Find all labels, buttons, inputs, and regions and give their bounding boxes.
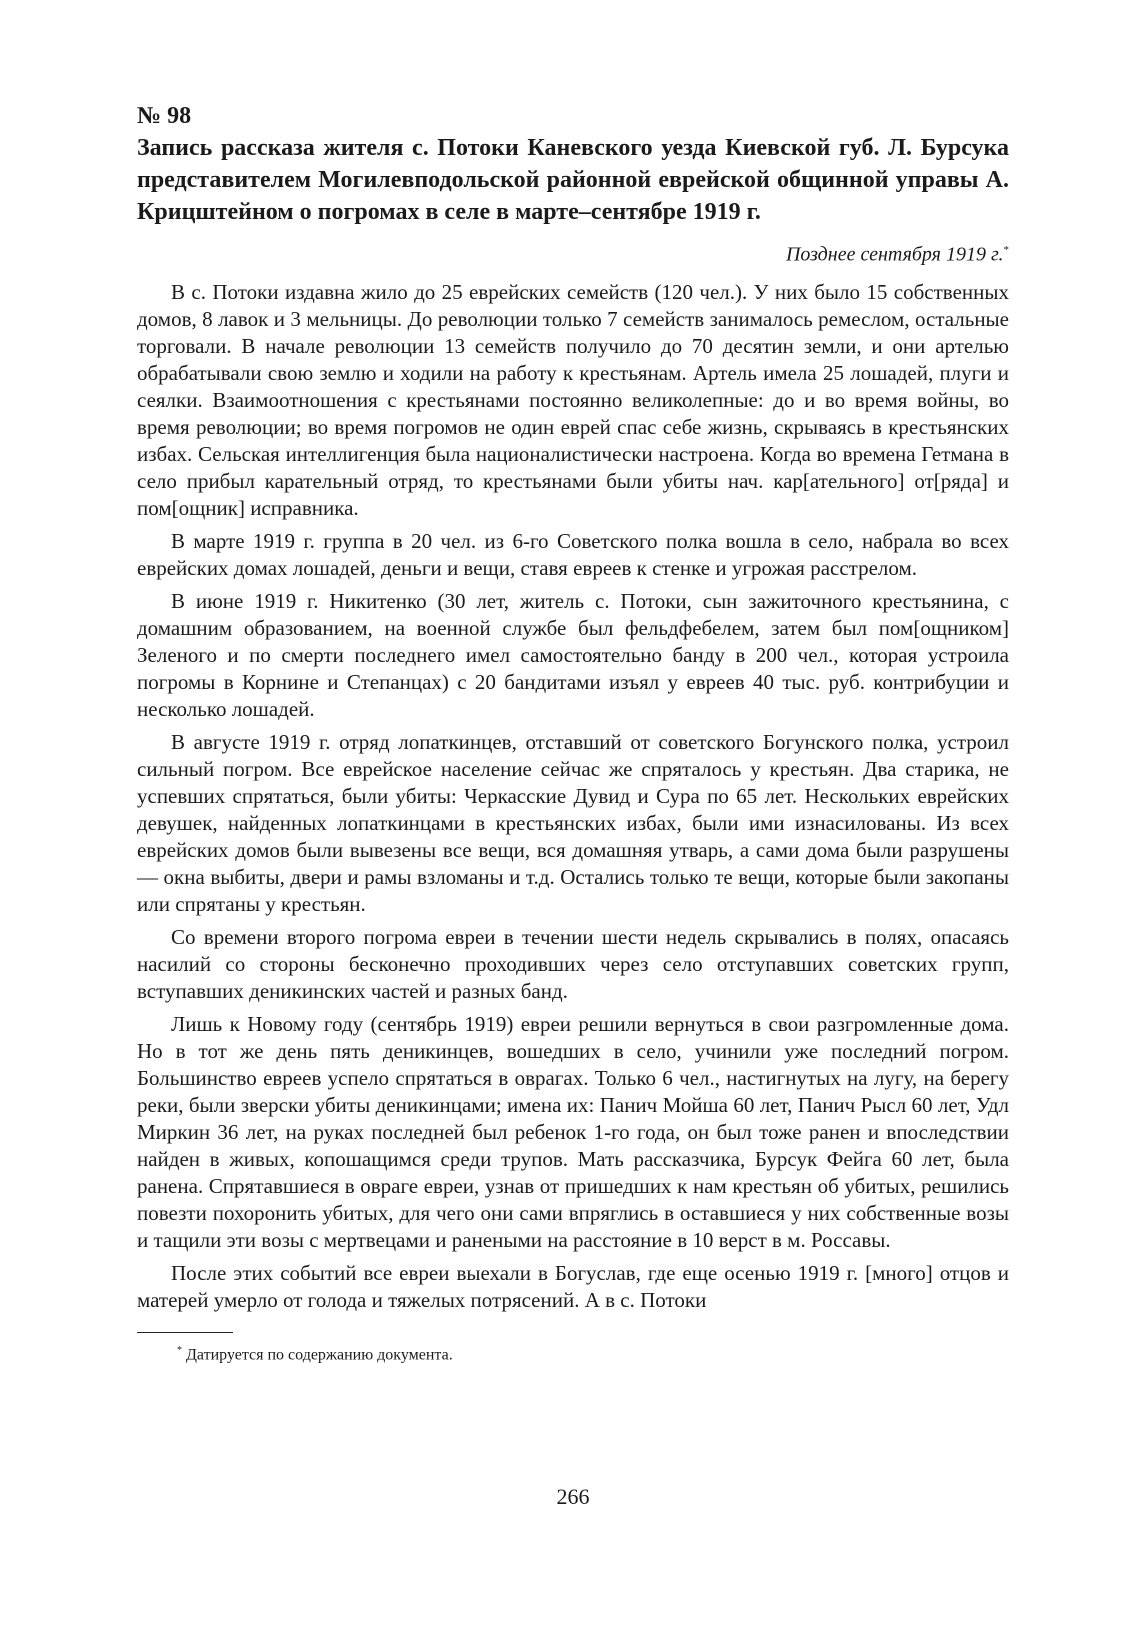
paragraph-2: В марте 1919 г. группа в 20 чел. из 6-го Советского полка вошла в село, набрала во всех еврейских домах лошадей, деньги и вещи, ставя евреев к стенке и угрожая расстрелом. (137, 528, 1009, 580)
paragraph-1: В с. Потоки издавна жило до 25 еврейских семейств (120 чел.). У них было 15 собственных домов, 8 лавок и 3 мельницы. До революции только 7 семейств занималось ремеслом, остальные торговали. В начале революции 13 семейств получило до 70 десятин земли, и они артелью обрабатывали свою землю и ходили на работу к крестьянам. Артель имела 25 лошадей, плуги и сеялки. Взаимоотношения с крестьянами постоянно великолепные: до и во время войны, во время революции; во время погромов не один еврей спас себе жизнь, скрываясь в крестьянских избах. Сельская интеллигенция была националистически настроена. Когда во времена Гетмана в село прибыл карательный отряд, то крестьянами были убиты нач. кар[ательного] от[ряда] и пом[ощник] исправника. (137, 279, 1009, 520)
paragraph-5: Со времени второго погрома евреи в течении шести недель скрывались в полях, опасаясь насилий со стороны бесконечно проходивших через село отступавших советских групп, вступавших деникинских частей и разных банд. (137, 924, 1009, 1003)
footnote (177, 1340, 1009, 1366)
paragraph-6: Лишь к Новому году (сентябрь 1919) евреи решили вернуться в свои разгромленные дома. Но в тот же день пять деникинцев, вошедших в село, учинили уже последний погром. Большинство евреев успело спрятаться в оврагах. Только 6 чел., настигнутых на лугу, на берегу реки, были зверски убиты деникинцами; имена их: Панич Мойша 60 лет, Панич Рысл 60 лет, Удл Миркин 36 лет, на руках последней был ребенок 1-го года, он был тоже ранен и впоследствии найден в живых, копошащимся среди трупов. Мать рассказчика, Бурсук Фейга 60 лет, была ранена. Спрятавшиеся в овраге евреи, узнав от пришедших к нам крестьян об убитых, решились повезти похоронить убитых, для чего они сами впряглись в оставшиеся у них собственные возы и тащили эти возы с мертвецами и ранеными на расстояние в 10 верст в м. Россавы. (137, 1011, 1009, 1252)
date-text: Позднее сентября 1919 г. (785, 243, 1004, 266)
page-number: 266 (556, 1484, 590, 1509)
footnote-text: Датируется по содержанию документа. (186, 1345, 453, 1363)
paragraph-3: В июне 1919 г. Никитенко (30 лет, житель с. Потоки, сын зажиточного крестьянина, с домашним образованием, на военной службе был фельдфебелем, затем был пом[ощником] Зеленого и по смерти последнего имел самостоятельно банду в 200 чел., которая устроила погромы в Корнине и Степанцах) с 20 бандитами изъял у евреев 40 тыс. руб. контрибуции и несколько лошадей. (137, 588, 1009, 721)
document-heading: Запись рассказа жителя с. Потоки Каневского уезда Киевской губ. Л. Бурсука представителем Могилевподольской районной еврейской общинной управы А. Крицштейном о погромах в селе в марте–сентябре 1919 г. (137, 135, 1009, 225)
footnote-marker: * (177, 1344, 182, 1356)
document-date (137, 236, 1009, 269)
paragraph-4: В августе 1919 г. отряд лопаткинцев, отставший от советского Богунского полка, устроил сильный погром. Все еврейское население сейчас же спряталось у крестьян. Два старика, не успевших спрятаться, были убиты: Черкасские Дувид и Сура по 65 лет. Нескольких еврейских девушек, найденных лопаткинцами в крестьянских избах, были ими изнасилованы. Из всех еврейских домов были вывезены все вещи, вся домашняя утварь, а сами дома были разрушены — окна выбиты, двери и рамы взломаны и т.д. Остались только те вещи, которые были закопаны или спрятаны у крестьян. (137, 729, 1009, 916)
document-page (137, 100, 1009, 1366)
paragraph-7: После этих событий все евреи выехали в Богуслав, где еще осенью 1919 г. [много] отцов и матерей умерло от голода и тяжелых потрясений. А в с. Потоки (137, 1260, 1009, 1312)
document-number: № 98 (137, 103, 192, 129)
date-footnote-marker: * (1003, 244, 1009, 256)
footnote-divider (137, 1332, 233, 1333)
